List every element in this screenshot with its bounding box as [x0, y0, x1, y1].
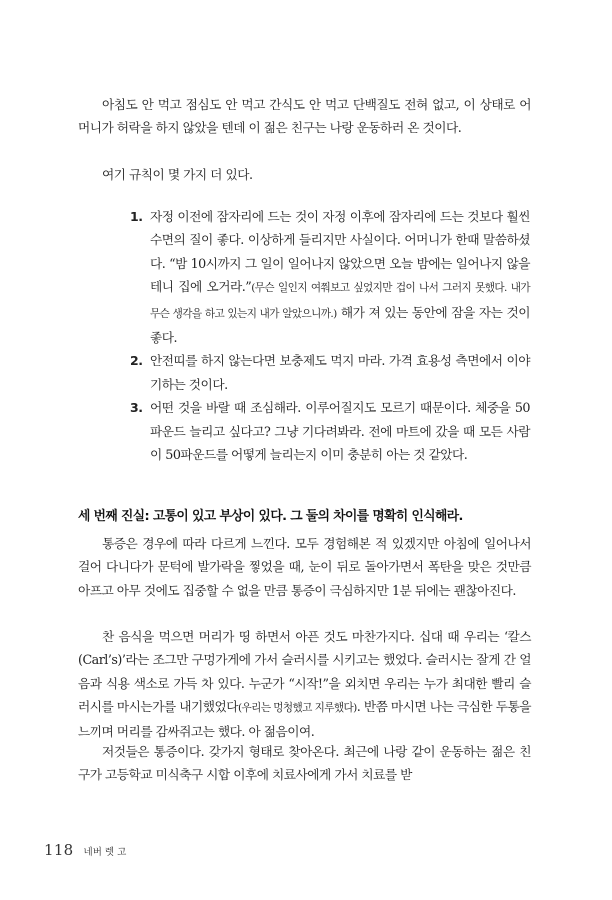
section-heading: 세 번째 진실: 고통이 있고 부상이 있다. 그 둘의 차이를 명확히 인식해라. — [78, 509, 463, 524]
paragraph-rules-intro — [78, 163, 531, 186]
paragraph-rules-intro-text: 여기 규칙이 몇 가지 더 있다. — [102, 167, 253, 182]
page-footer — [44, 841, 126, 859]
paragraph-intro-text: 아침도 안 먹고 점심도 안 먹고 간식도 안 먹고 단백질도 전혀 없고, 이 상태로 어머니가 허락을 하지 않았을 텐데 이 젊은 친구는 나랑 운동하러 온 것이다. — [78, 97, 531, 136]
list-item — [130, 396, 530, 466]
list-item-text: 어떤 것을 바랄 때 조심해라. 이루어질지도 모르기 때문이다. 체중을 50파운드 늘리고 싶다고? 그냥 기다려봐라. 전에 마트에 갔을 때 모든 사람이 50파운드를 어떻게 늘리는지 이미 충분히 아는 것 같았다. — [150, 400, 530, 463]
paragraph-pain — [78, 532, 531, 602]
list-item — [130, 349, 530, 396]
paragraph-forms-text: 저것들은 통증이다. 갖가지 형태로 찾아온다. 최근에 나랑 같이 운동하는 젊은 친구가 고등학교 미식축구 시합 이후에 치료사에게 가서 치료를 받 — [78, 744, 531, 783]
paragraph-slush — [78, 625, 531, 743]
list-item-aside: (무슨 일인지 여쭤보고 싶었지만 겁이 나서 그러지 못했다. 내가 무슨 생각을 하고 있는지 내가 알았으니까.) — [150, 282, 530, 320]
list-item-number: 2. — [130, 353, 143, 369]
list-item-number: 3. — [130, 400, 143, 416]
paragraph-forms — [78, 740, 531, 787]
paragraph-slush-tail: . 반쯤 마시면 나는 극심한 두통을 느끼며 머리를 감싸쥐고는 했다. 아 젊음이여. — [78, 698, 531, 740]
rules-list — [130, 205, 530, 466]
paragraph-intro — [78, 93, 531, 140]
list-item-text: 자정 이전에 잠자리에 드는 것이 자정 이후에 잠자리에 드는 것보다 훨씬 수면의 질이 좋다. 이상하게 들리지만 사실이다. 어머니가 한때 말씀하셨다. “밤 10시까지 그 일이 일어나지 않았으면 오늘 밤에는 일어나지 않을 테니 집에 오거라.” — [150, 209, 530, 295]
running-title: 네버 렛 고 — [83, 847, 127, 858]
list-item-text: 안전띠를 하지 않는다면 보충제도 먹지 마라. 가격 효용성 측면에서 이야기하는 것이다. — [150, 353, 530, 392]
paragraph-pain-text: 통증은 경우에 따라 다르게 느낀다. 모두 경험해본 적 있겠지만 아침에 일어나서 걸어 다니다가 문턱에 발가락을 찧었을 때, 눈이 뒤로 돌아가면서 폭탄을 맞은 것만큼 아프고 아무 것에도 집중할 수 없을 만큼 통증이 극심하지만 1분 뒤에는 괜찮아진다. — [78, 536, 531, 598]
paragraph-slush-text: 찬 음식을 먹으면 머리가 띵 하면서 아픈 것도 마찬가지다. 십대 때 우리는 ‘칼스(Carl’s)’라는 조그만 구멍가게에 가서 슬러시를 시키고는 했었다. 슬러시는 잘게 간 얼음과 식용 색소로 가득 차 있다. 누군가 “시작!”을 외치면 우리는 누가 최대한 빨리 슬러시를 마시는가를 내기했었다 — [78, 629, 531, 714]
list-item — [130, 205, 530, 349]
page-number: 118 — [44, 841, 74, 859]
list-item-number: 1. — [130, 209, 143, 224]
paragraph-slush-aside: (우리는 멍청했고 지루했다) — [238, 701, 357, 714]
list-item-tail: 해가 져 있는 동안에 잠을 자는 것이 좋다. — [150, 304, 530, 346]
